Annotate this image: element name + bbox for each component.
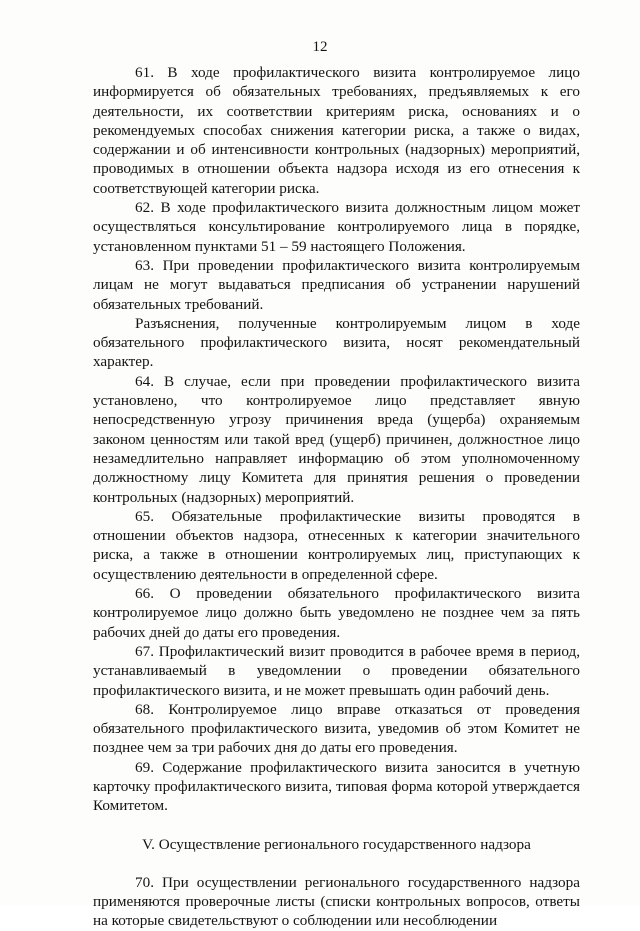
paragraph-62: 62. В ходе профилактического визита должностным лицом может осуществляться консультирование контролируемого лица в порядке, установленном пунктами 51 – 59 настоящего Положения. [93,199,580,255]
paragraph-63: 63. При проведении профилактического визита контролируемым лицам не могут выдаваться предписания об устранении нарушений обязательных требований. [93,256,580,313]
paragraph-70: 70. При осуществлении регионального государственного надзора применяются проверочные листы (списки контрольных вопросов, ответы на которые свидетельствуют о соблюдении или несоблюдении [93,873,580,930]
section-heading: V. Осуществление регионального государственного надзора [142,835,531,853]
paragraph-66: 66. О проведении обязательного профилактического визита контролируемое лицо должно быть уведомлено не позднее чем за пять рабочих дней до даты его проведения. [93,585,580,641]
document-body [93,63,580,931]
paragraph-61: 61. В ходе профилактического визита контролируемое лицо информируется об обязательных требованиях, предъявляемых к его деятельности, их соответствии критериям риска, основаниях и о рекомендуемых способах снижения категории риска, а также о видах, содержании и об интенсивности контрольных (надзорных) мероприятий, проводимых в отношении объекта надзора исходя из его отнесения к соответствующей категории риска. [93,64,580,197]
page-number: 12 [312,39,328,55]
paragraph-63-clarification: Разъяснения, полученные контролируемым лицом в ходе обязательного профилактического визита, носят рекомендательный характер. [93,314,580,371]
paragraph-64: 64. В случае, если при проведении профилактического визита установлено, что контролируемое лицо представляет явную непосредственную угрозу причинения вреда (ущерба) охраняемым законом ценностям или такой вред (ущерб) причинен, должностное лицо незамедлительно направляет информацию об этом уполномоченному должностному лицу Комитета для принятия решения о проведении контрольных (надзорных) мероприятий. [93,372,580,506]
paragraph-67: 67. Профилактический визит проводится в рабочее время в период, устанавливаемый в уведомлении о проведении обязательного профилактического визита, и не может превышать один рабочий день. [93,642,580,699]
paragraph-68: 68. Контролируемое лицо вправе отказаться от проведения обязательного профилактического визита, уведомив об этом Комитет не позднее чем за три рабочих дня до даты его проведения. [93,700,580,757]
paragraph-69: 69. Содержание профилактического визита заносится в учетную карточку профилактического визита, типовая форма которой утверждается Комитетом. [93,758,580,815]
paragraph-65: 65. Обязательные профилактические визиты проводятся в отношении объектов надзора, отнесенных к категории значительного риска, а также в отношении контролируемых лиц, приступающих к осуществлению деятельности в определенной сфере. [93,507,580,583]
